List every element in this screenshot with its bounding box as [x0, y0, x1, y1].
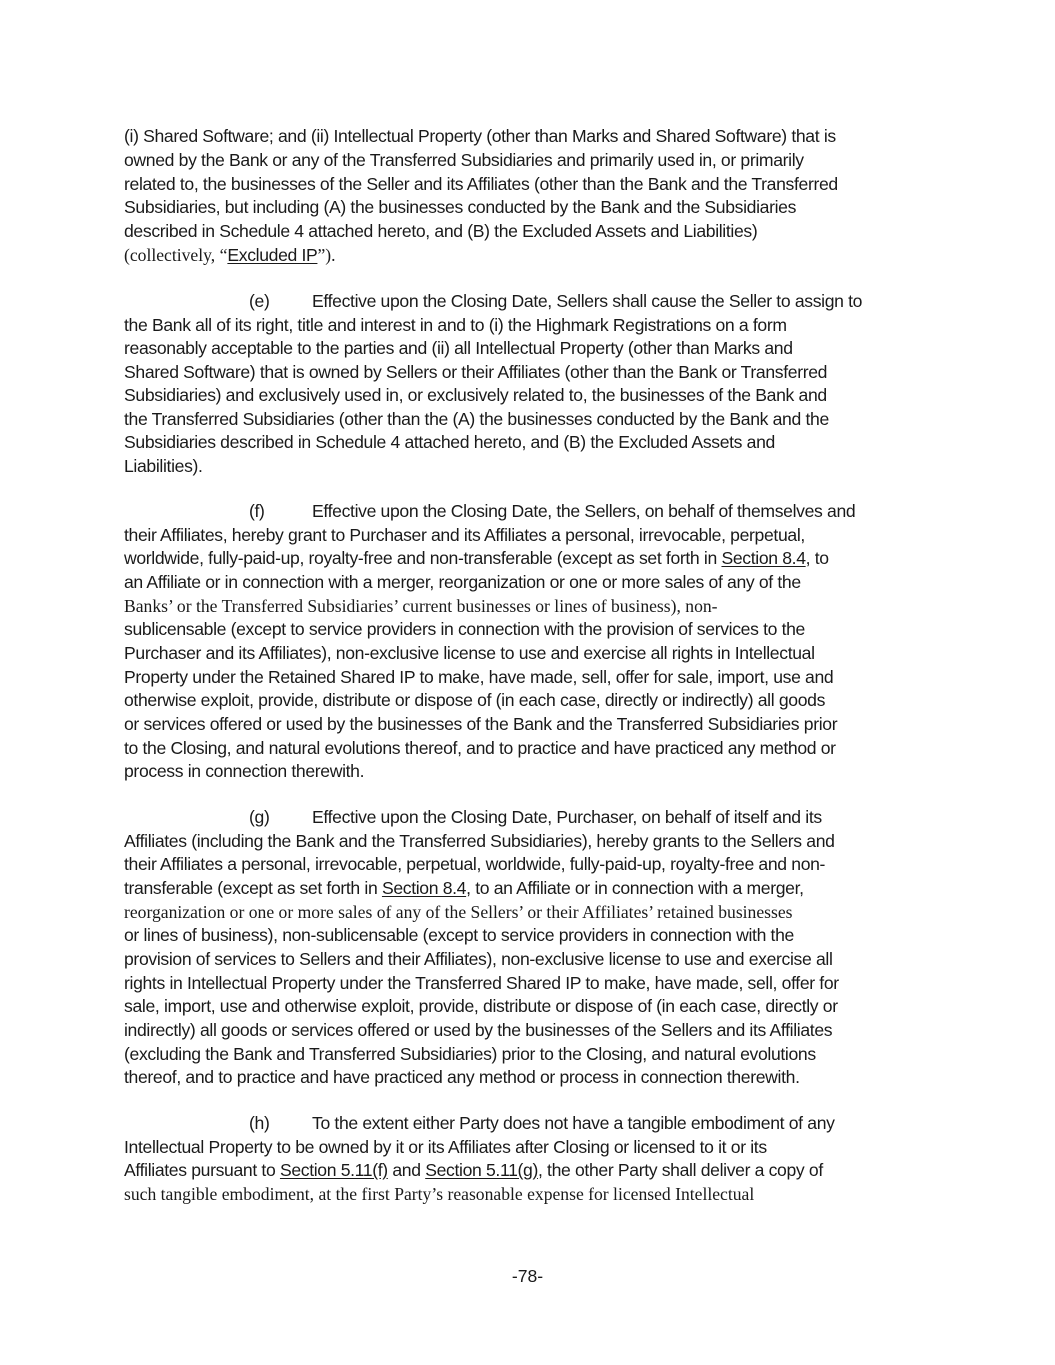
text-line: Effective upon the Closing Date, Purchaser, on behalf of itself and its [312, 807, 822, 827]
text-line: the Transferred Subsidiaries (other than the (A) the businesses conducted by the Bank and the [124, 409, 829, 429]
text-line: their Affiliates a personal, irrevocable, perpetual, worldwide, fully-paid-up, royalty-free and non- [124, 854, 826, 874]
text-line [124, 877, 804, 900]
paragraph-label: (h) [249, 1113, 270, 1133]
text-line: reorganization or one or more sales of any of the Sellers’ or their Affiliates’ retained businesses [124, 902, 793, 922]
text-line: related to, the businesses of the Seller and its Affiliates (other than the Bank and the Transferred [124, 174, 838, 194]
text-line: or services offered or used by the businesses of the Bank and the Transferred Subsidiaries prior [124, 714, 838, 734]
text-line: such tangible embodiment, at the first Party’s reasonable expense for licensed Intellectual [124, 1184, 755, 1204]
text-line [124, 547, 829, 570]
text-line: indirectly) all goods or services offered or used by the businesses of the Sellers and its Affiliates [124, 1020, 833, 1040]
text-line: the Bank all of its right, title and interest in and to (i) the Highmark Registrations on a form [124, 315, 787, 335]
text-line: Subsidiaries described in Schedule 4 attached hereto, and (B) the Excluded Assets and [124, 432, 775, 452]
text-line: Purchaser and its Affiliates), non-exclusive license to use and exercise all rights in Intellectual [124, 643, 815, 663]
text-fragment: transferable (except as set forth in [124, 878, 382, 898]
section-reference: Section 5.11(g) [425, 1160, 538, 1180]
paragraph-label: (f) [249, 501, 265, 521]
text-fragment: Affiliates pursuant to [124, 1160, 280, 1180]
text-fragment: worldwide, fully-paid-up, royalty-free and non-transferable (except as set forth in [124, 548, 722, 568]
text-line: reasonably acceptable to the parties and (ii) all Intellectual Property (other than Marks and [124, 338, 793, 358]
text-line: thereof, and to practice and have practiced any method or process in connection therewith. [124, 1067, 800, 1087]
text-line: Subsidiaries, but including (A) the businesses conducted by the Bank and the Subsidiaries [124, 197, 797, 217]
text-line: Property under the Retained Shared IP to make, have made, sell, offer for sale, import, use and [124, 667, 834, 687]
text-line: (excluding the Bank and Transferred Subsidiaries) prior to the Closing, and natural evolutions [124, 1044, 816, 1064]
section-reference: Section 8.4 [721, 548, 806, 568]
text-line: owned by the Bank or any of the Transferred Subsidiaries and primarily used in, or primarily [124, 150, 804, 170]
text-fragment: (collectively, “ [124, 245, 228, 265]
text-line: or lines of business), non-sublicensable (except to service providers in connection with the [124, 925, 794, 945]
paragraph-label: (g) [249, 807, 270, 827]
text-line: To the extent either Party does not have a tangible embodiment of any [312, 1113, 835, 1133]
text-line: sale, import, use and otherwise exploit, provide, distribute or dispose of (in each case, directly or [124, 996, 838, 1016]
text-fragment: and [387, 1160, 426, 1180]
text-line: their Affiliates, hereby grant to Purchaser and its Affiliates a personal, irrevocable, perpetual, [124, 525, 805, 545]
paragraph-label: (e) [249, 291, 270, 311]
text-line [124, 1159, 823, 1182]
text-fragment: , to an Affiliate or in connection with a merger, [466, 878, 804, 898]
text-line: Effective upon the Closing Date, the Sellers, on behalf of themselves and [312, 501, 856, 521]
text-line: rights in Intellectual Property under the Transferred Shared IP to make, have made, sell, offer for [124, 973, 839, 993]
page-number: -78- [511, 1266, 544, 1286]
text-line: described in Schedule 4 attached hereto, and (B) the Excluded Assets and Liabilities) [124, 221, 758, 241]
text-line: (i) Shared Software; and (ii) Intellectual Property (other than Marks and Shared Software) that is [124, 126, 836, 146]
text-line: sublicensable (except to service providers in connection with the provision of services to the [124, 619, 805, 639]
text-line: Shared Software) that is owned by Sellers or their Affiliates (other than the Bank or Transferred [124, 362, 828, 382]
defined-term-excluded-ip: Excluded IP [227, 245, 318, 265]
text-line: to the Closing, and natural evolutions thereof, and to practice and have practiced any method or [124, 738, 836, 758]
text-fragment: , to [805, 548, 829, 568]
text-fragment: , the other Party shall deliver a copy of [537, 1160, 823, 1180]
text-line: an Affiliate or in connection with a merger, reorganization or one or more sales of any of the [124, 572, 801, 592]
text-line [124, 244, 336, 267]
text-line: process in connection therewith. [124, 761, 365, 781]
text-line: Effective upon the Closing Date, Sellers shall cause the Seller to assign to [312, 291, 863, 311]
text-line: Subsidiaries) and exclusively used in, or exclusively related to, the businesses of the Bank and [124, 385, 827, 405]
section-reference: Section 8.4 [381, 878, 467, 898]
text-line: Banks’ or the Transferred Subsidiaries’ current businesses or lines of business), non- [124, 596, 718, 616]
text-line: Intellectual Property to be owned by it or its Affiliates after Closing or licensed to it or its [124, 1137, 767, 1157]
text-line: Liabilities). [124, 456, 203, 476]
text-line: Affiliates (including the Bank and the Transferred Subsidiaries), hereby grants to the Sellers and [124, 831, 835, 851]
text-line: provision of services to Sellers and their Affiliates), non-exclusive license to use and exercise all [124, 949, 833, 969]
text-line: otherwise exploit, provide, distribute or dispose of (in each case, directly or indirectly) all goods [124, 690, 826, 710]
text-fragment: ”). [317, 245, 336, 265]
section-reference: Section 5.11(f) [279, 1160, 388, 1180]
